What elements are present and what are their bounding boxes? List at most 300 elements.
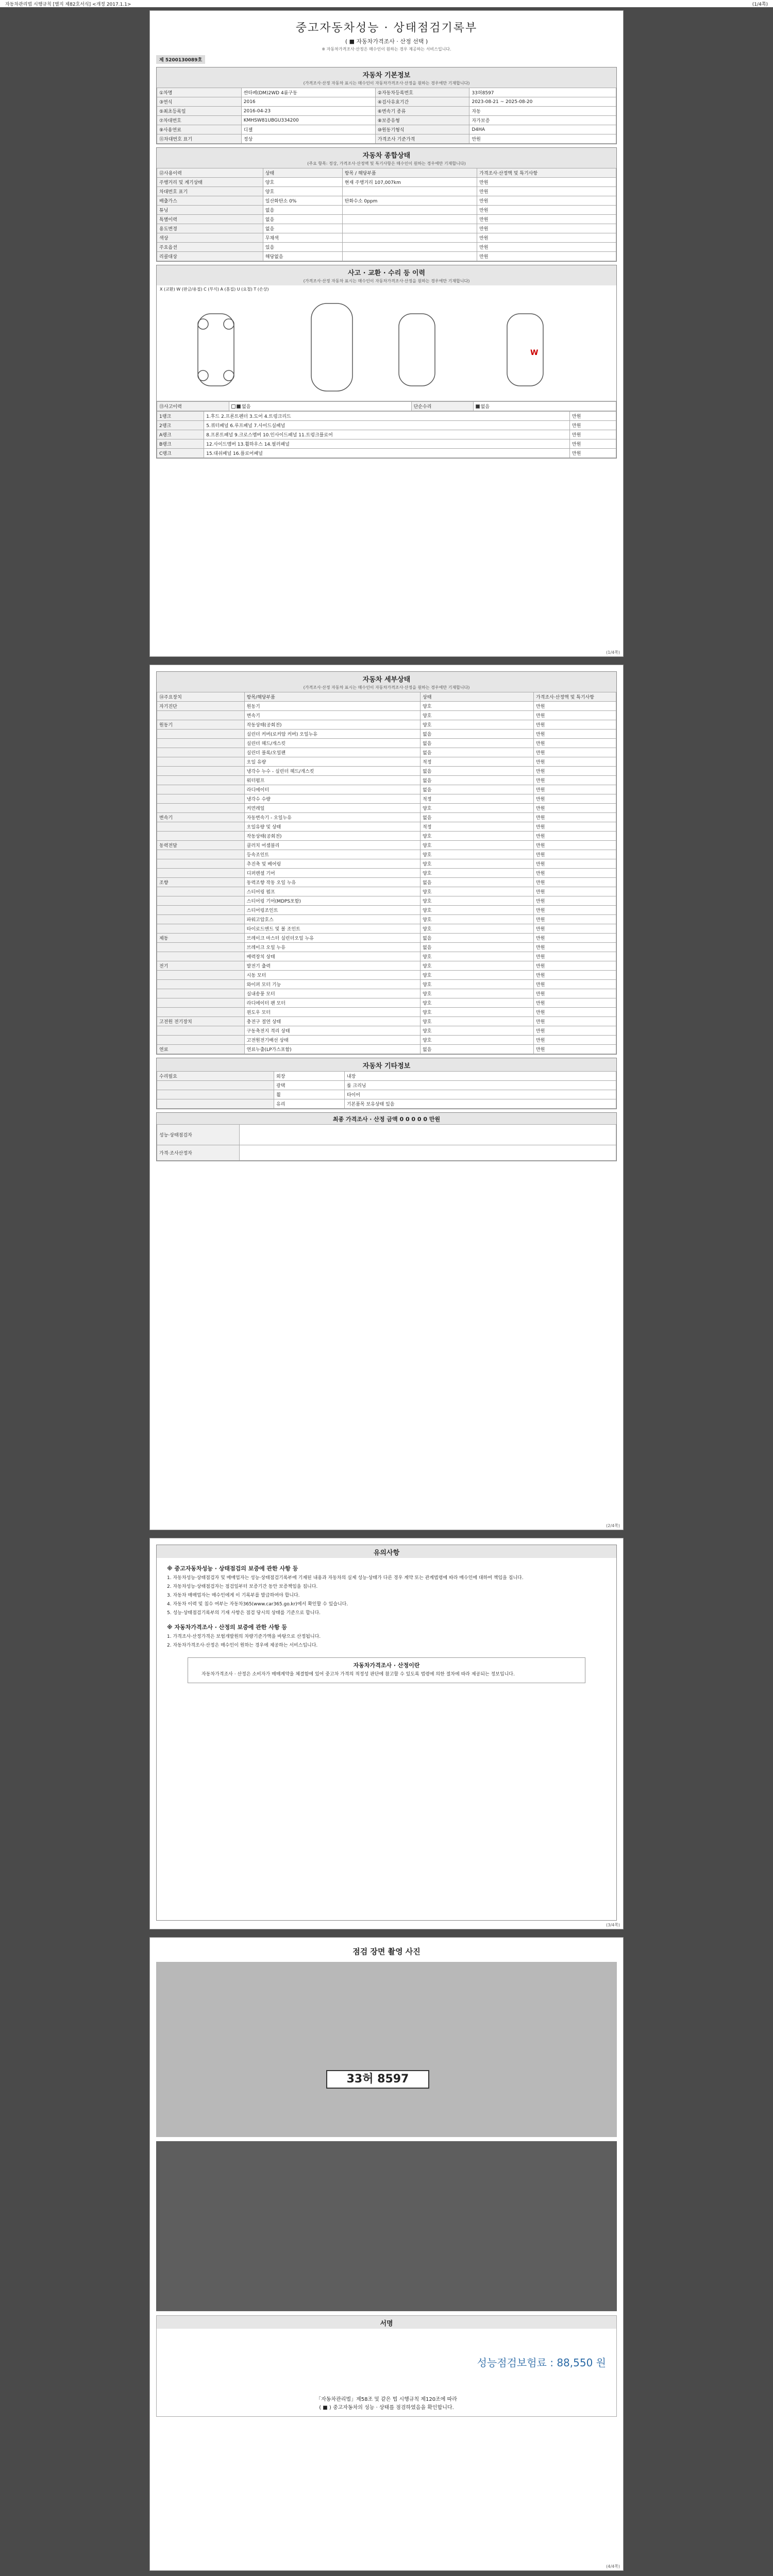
detail-status: 없음 [421,1045,534,1054]
other-info-cell: 광택 [274,1081,345,1090]
detail-section [156,671,617,1055]
detail-status: 양호 [421,887,534,896]
detail-row [157,906,616,915]
detail-device [157,711,245,720]
detail-part: 등속조인트 [244,850,420,859]
detail-price: 만원 [534,822,616,832]
detail-part: 스티어링조인트 [244,906,420,915]
basic-info-label: ④검사유효기간 [375,97,469,107]
detail-price: 만원 [534,1045,616,1054]
detail-row [157,1036,616,1045]
summary-row [157,252,616,261]
detail-part: 고전원전기배선 상태 [244,1036,420,1045]
detail-caption: (가격조사·산정 자동차 표시는 매수인이 자동차가격조사·산정을 원하는 경우에만 기재합니다) [157,685,616,692]
summary-row [157,215,616,224]
summary-row [157,243,616,252]
detail-device: 조향 [157,878,245,887]
detail-device [157,776,245,785]
page-4: 점검 장면 촬영 사진 33허 8597 서명 성능점검보험료 : 88,550 원 「자동차관리법」제58조 및 같은 법 시행규칙 제120조에 따라 ( ■ ) 중고자동차의 성능 · 상태를 점검하였음을 확인합니다. (4/4쪽) [149,1937,624,2571]
basic-info-row [157,97,616,107]
detail-row [157,1045,616,1054]
basic-info-value: 싼타페(DM)2WD 4륜구동 [241,88,375,97]
detail-part: 와이퍼 모터 기능 [244,980,420,989]
damage-rank-parts: 15.대쉬패널 16.플로어패널 [204,449,570,458]
detail-price: 만원 [534,998,616,1008]
summary-cell: 만원 [477,206,616,215]
detail-status: 양호 [421,711,534,720]
basic-info-value: 33허8597 [469,88,616,97]
detail-column-header: 상태 [421,692,534,702]
other-info-cell: 휠 [274,1090,345,1099]
detail-device [157,785,245,794]
summary-caption: (주요 항목: 정상, 가격조사·산정액 및 특기사항은 매수인이 원하는 경우에만 기재합니다) [157,161,616,168]
detail-price: 만원 [534,989,616,998]
basic-info-value: 만원 [469,134,616,144]
damage-rank-row [157,439,616,449]
detail-part: 윈도우 모터 [244,1008,420,1017]
summary-cell: 특별이력 [157,215,263,224]
basic-info-row [157,116,616,125]
basic-info-value: 2016 [241,97,375,107]
detail-status: 양호 [421,952,534,961]
summary-row [157,196,616,206]
summary-cell: 만원 [477,178,616,187]
damage-rank-parts: 1.후드 2.프론트펜더 3.도어 4.트렁크리드 [204,412,570,421]
notice-item: 3. 자동차 매매업자는 매수인에게 이 기록부를 발급하여야 합니다. [167,1593,300,1598]
detail-price: 만원 [534,794,616,804]
detail-part: 냉각수 수량 [244,794,420,804]
summary-cell: 무채색 [263,233,342,243]
detail-row [157,887,616,896]
detail-row [157,924,616,934]
detail-status: 양호 [421,989,534,998]
detail-status: 양호 [421,850,534,859]
other-info-table [157,1071,616,1109]
detail-price: 만원 [534,739,616,748]
basic-info-value: 2016-04-23 [241,107,375,116]
detail-status: 양호 [421,841,534,850]
summary-cell [342,243,477,252]
basic-info-value: KMHSW81UBGU334200 [241,116,375,125]
other-info-cell [157,1081,274,1090]
detail-device [157,1036,245,1045]
car-frame-outline [399,314,435,386]
basic-info-label: ②자동차등록번호 [375,88,469,97]
detail-status: 적정 [421,794,534,804]
detail-part: 자동변속기 - 오일누유 [244,813,420,822]
detail-part: 실린더 헤드/개스킷 [244,739,420,748]
final-price-section [156,1112,617,1161]
detail-part: 커먼레일 [244,804,420,813]
detail-part: 시동 모터 [244,971,420,980]
detail-status: 없음 [421,730,534,739]
detail-price: 만원 [534,720,616,730]
notice-item: 4. 자동차 이력 및 침수 여부는 자동차365(www.car365.go.kr)에서 확인할 수 있습니다. [167,1602,348,1607]
detail-price: 만원 [534,804,616,813]
other-info-row [157,1081,616,1090]
basic-info-caption: (가격조사·산정 자동차 표시는 매수인이 자동차가격조사·산정을 원하는 경우에만 기재합니다) [157,80,616,88]
detail-row [157,813,616,822]
detail-part: 브레이크 오일 누유 [244,943,420,952]
page-2: 자동차 세부상태 (가격조사·산정 자동차 표시는 매수인이 자동차가격조사·산정을 원하는 경우에만 기재합니다) ⑭주요장치 항목/해당부품 상태 가격조사·산정액 및 특기사항 자기진단 원동기 양호 만원 변속기 양호 만원 원동기 작동상태(공회전) 양호 만원 실린더 커버(로커암 커버) 오일누유 없음 만원 실린더 헤드/개스킷 없음 만원 실린더 블록/오일팬 없음 만원 오일 유량 적정 만원 냉각수 누수 - 실린더 헤드/개스킷 없음 만원 워터펌프 없음 만원 라디에이터 없음 만원 냉각수 수량 적정 만원 커먼레일 양호 만원 변속기 자동변속기 - 오일누유 없음 만원 오일유량 및 상태 적정 만원 작동상태(공회전) 양호 만원 동력전달 클러치 어셈블리 양호 만원 등속조인트 양호 만원 추진축 및 베어링 양호 만원 디퍼렌셜 기어 양호 만원 조향 동력조향 작동 오일 누유 없음 만원 스티어링 펌프 양호 만원 스티어링 기어(MDPS포함) 양호 만원 스티어링조인트 양호 만원 파워고압호스 양호 만원 타이로드엔드 및 볼 조인트 양호 만원 제동 브레이크 마스터 실린더오일 누유 없음 만원 브레이크 오일 누유 없음 만원 배력장치 상태 양호 만원 전기 발전기 출력 양호 만원 시동 모터 양호 만원 와이퍼 모터 기능 양호 만원 실내송풍 모터 양호 만원 라디에이터 팬 모터 양호 만원 윈도우 모터 양호 만원 고전원 전기장치 충전구 절연 상태 양호 만원 구동축전지 격리 상태 양호 만원 고전원전기배선 상태 양호 만원 연료 연료누출(LP가스포함) 없음 만원 자동차 기타정보 수리필요 외장 내장 광택 룸 크리닝 휠 타이어 유리 기본품목 보유상태 있음 최종 가격조사 · 산정 금액 0 0 0 0 0 만원 성능·상태점검자 가격·조사산정자 (2/4쪽) [149,665,624,1530]
price-explain-text: 자동차가격조사 · 산정은 소비자가 매매계약을 체결함에 있어 중고차 가격의 적정성 판단에 참고할 수 있도록 법령에 의한 절차에 따라 제공되는 정보입니다. [201,1672,515,1677]
detail-row [157,794,616,804]
summary-section [156,147,617,262]
detail-status: 양호 [421,971,534,980]
detail-status: 없음 [421,878,534,887]
basic-info-label: ③연식 [157,97,242,107]
detail-row [157,859,616,869]
summary-cell: 리콜대상 [157,252,263,261]
detail-part: 스티어링 펌프 [244,887,420,896]
accident-caption: (가격조사·산정 자동차 표시는 매수인이 자동차가격조사·산정을 원하는 경우에만 기재합니다) [157,278,616,285]
other-info-row [157,1090,616,1099]
photo-title: 점검 장면 촬영 사진 [156,1944,617,1958]
summary-column-header: 항목 / 해당부품 [342,168,477,178]
detail-part: 라디에이터 [244,785,420,794]
document-note: ※ 자동차가격조사·산정은 매수인이 원하는 경우 제공하는 서비스입니다. [322,47,451,52]
basic-info-row [157,134,616,144]
document-title: 중고자동차성능 · 상태점검기록부 [295,22,478,35]
summary-cell [342,224,477,233]
final-price-title: 최종 가격조사 · 산정 금액 [332,1116,398,1123]
detail-row [157,934,616,943]
detail-row [157,1008,616,1017]
detail-price: 만원 [534,887,616,896]
detail-row [157,961,616,971]
basic-info-label: ⑤최초등록일 [157,107,242,116]
detail-column-header: 가격조사·산정액 및 특기사항 [534,692,616,702]
detail-status: 양호 [421,896,534,906]
summary-cell: 양호 [263,187,342,196]
basic-info-label: ⑪차대번호 표기 [157,134,242,144]
detail-part: 연료누출(LP가스포함) [244,1045,420,1054]
detail-device [157,887,245,896]
page-number: (1/4쪽) [606,650,620,655]
detail-status: 양호 [421,961,534,971]
summary-cell: 양호 [263,178,342,187]
basic-info-section [156,67,617,144]
detail-status: 적정 [421,822,534,832]
detail-row [157,711,616,720]
detail-status: 없음 [421,739,534,748]
detail-price: 만원 [534,711,616,720]
signature-footnote-1: 「자동차관리법」제58조 및 같은 법 시행규칙 제120조에 따라 [316,2397,457,2402]
detail-device: 제동 [157,934,245,943]
detail-price: 만원 [534,748,616,757]
detail-part: 동력조향 작동 오일 누유 [244,878,420,887]
other-info-cell: 룸 크리닝 [344,1081,616,1090]
summary-cell: 주요옵션 [157,243,263,252]
damage-rank-price: 만원 [570,430,616,439]
car-outline-diagram [157,293,617,401]
detail-price: 만원 [534,767,616,776]
detail-part: 변속기 [244,711,420,720]
detail-device [157,757,245,767]
detail-price: 만원 [534,971,616,980]
detail-row [157,748,616,757]
summary-cell [342,233,477,243]
accident-history-label: ⑬사고이력 [157,402,229,411]
detail-part: 배력장치 상태 [244,952,420,961]
detail-status: 없음 [421,934,534,943]
basic-info-label: 가격조사 기준가격 [375,134,469,144]
basic-info-label: ⑥변속기 종류 [375,107,469,116]
other-info-cell [157,1090,274,1099]
detail-part: 라디에이터 팬 모터 [244,998,420,1008]
basic-info-value: 자동 [469,107,616,116]
damage-rank-parts: 5.쿼터패널 6.루프패널 7.사이드실패널 [204,421,570,430]
summary-cell: 튜닝 [157,206,263,215]
other-info-cell [157,1099,274,1109]
detail-price: 만원 [534,841,616,850]
detail-row [157,1017,616,1026]
car-left-side-outline [198,314,234,386]
detail-price: 만원 [534,776,616,785]
final-price-amount: 0 0 0 0 0 만원 [399,1116,441,1123]
summary-row [157,233,616,243]
basic-info-row [157,107,616,116]
license-plate: 33허 8597 [326,2070,429,2089]
notice-item: 5. 성능·상태점검기록부의 기재 사항은 점검 당시의 상태를 기준으로 합니다. [167,1611,321,1616]
detail-price: 만원 [534,1026,616,1036]
summary-column-header: 가격조사·산정액 및 특기사항 [477,168,616,178]
notice-item: 2. 자동차가격조사·산정은 매수인이 원하는 경우에 제공하는 서비스입니다. [167,1643,318,1648]
detail-status: 적정 [421,757,534,767]
detail-device [157,739,245,748]
notice-section [156,1545,617,1921]
detail-row [157,776,616,785]
detail-price: 만원 [534,730,616,739]
detail-price: 만원 [534,1008,616,1017]
detail-price: 만원 [534,832,616,841]
detail-device [157,915,245,924]
summary-cell: 만원 [477,224,616,233]
detail-device [157,896,245,906]
other-info-cell: 수리필요 [157,1072,274,1081]
other-info-cell: 외장 [274,1072,345,1081]
detail-device [157,730,245,739]
detail-row [157,702,616,711]
price-explain-title: 자동차가격조사 · 산정이란 [353,1662,420,1669]
detail-status: 양호 [421,924,534,934]
detail-status: 양호 [421,804,534,813]
other-info-title: 자동차 기타정보 [157,1058,616,1071]
detail-device [157,859,245,869]
document-subtitle: ( ■ 자동차가격조사 · 산정 선택 ) [345,38,428,45]
summary-cell: 없음 [263,224,342,233]
detail-device [157,980,245,989]
detail-status: 양호 [421,915,534,924]
detail-device [157,1008,245,1017]
detail-title: 자동차 세부상태 [157,672,616,685]
detail-device [157,971,245,980]
detail-part: 작동상태(공회전) [244,720,420,730]
basic-info-value: 정상 [241,134,375,144]
basic-info-table [157,88,616,144]
detail-row [157,943,616,952]
basic-info-title: 자동차 기본정보 [157,67,616,80]
detail-status: 없음 [421,813,534,822]
summary-cell: 배출가스 [157,196,263,206]
detail-row [157,989,616,998]
summary-cell: 주행거리 및 계기상태 [157,178,263,187]
detail-price: 만원 [534,906,616,915]
detail-device: 자기진단 [157,702,245,711]
detail-row [157,804,616,813]
detail-part: 냉각수 누수 - 실린더 헤드/개스킷 [244,767,420,776]
detail-row [157,952,616,961]
detail-price: 만원 [534,1017,616,1026]
detail-row [157,915,616,924]
detail-price: 만원 [534,896,616,906]
basic-info-label: ⑧보증유형 [375,116,469,125]
accident-title: 사고 · 교환 · 수리 등 이력 [157,265,616,278]
detail-row [157,896,616,906]
basic-info-label: ①차명 [157,88,242,97]
front-photo [156,1962,617,2137]
notice-item: 1. 가격조사·산정가격은 보험개발원의 차량기준가액을 바탕으로 산정됩니다. [167,1634,321,1639]
photo-section [156,1944,617,1958]
damage-rank-price: 만원 [570,439,616,449]
detail-row [157,720,616,730]
vehicle-damage-diagram [157,293,616,401]
detail-status: 양호 [421,1026,534,1036]
detail-part: 실린더 커버(로커암 커버) 오일누유 [244,730,420,739]
detail-price: 만원 [534,924,616,934]
detail-part: 추진축 및 베어링 [244,859,420,869]
simple-repair-value: 없음 [480,404,490,410]
detail-status: 양호 [421,998,534,1008]
detail-status: 양호 [421,859,534,869]
summary-cell: 만원 [477,243,616,252]
detail-row [157,822,616,832]
detail-price: 만원 [534,785,616,794]
detail-device [157,822,245,832]
damage-rank-row [157,449,616,458]
detail-status: 없음 [421,785,534,794]
detail-part: 오일 유량 [244,757,420,767]
simple-repair-label: 단순수리 [411,402,473,411]
document-number: 제 5200130089호 [156,55,205,64]
appraiser-label: 가격·조사산정자 [157,1145,240,1161]
accident-history-table [157,401,616,411]
detail-part: 실내송풍 모터 [244,989,420,998]
detail-device: 고전원 전기장치 [157,1017,245,1026]
summary-cell [342,206,477,215]
summary-row [157,178,616,187]
notice-heading-price: ※ 자동차가격조사 · 산정의 보증에 관한 사항 등 [167,1624,287,1631]
detail-status: 없음 [421,748,534,757]
detail-row [157,980,616,989]
notice-item: 1. 자동차성능·상태점검자 및 매매업자는 성능·상태점검기록부에 기재된 내용과 자동차의 실제 성능·상태가 다른 경우 계약 또는 관계법령에 따라 매수인에 대하여 책임을 집니다. [167,1575,524,1581]
page-1 [149,10,624,657]
summary-cell: 해당없음 [263,252,342,261]
detail-row [157,869,616,878]
detail-row [157,841,616,850]
detail-price: 만원 [534,961,616,971]
summary-cell: 현재 주행거리 107,007km [342,178,477,187]
signature-footnote-2: ( ■ ) 중고자동차의 성능 · 상태를 점검하였음을 확인합니다. [319,2405,454,2411]
basic-info-label: ⑦차대번호 [157,116,242,125]
detail-part: 스티어링 기어(MDPS포함) [244,896,420,906]
detail-price: 만원 [534,757,616,767]
detail-device [157,943,245,952]
summary-cell: 만원 [477,196,616,206]
insurance-fee-label: 성능점검보험료 [477,2357,547,2369]
detail-column-header: ⑭주요장치 [157,692,245,702]
detail-price: 만원 [534,980,616,989]
detail-price: 만원 [534,1036,616,1045]
car-top-outline [311,303,352,391]
detail-row [157,998,616,1008]
damage-rank-price: 만원 [570,421,616,430]
other-info-section [156,1058,617,1109]
detail-device [157,924,245,934]
detail-part: 발전기 출력 [244,961,420,971]
detail-status: 양호 [421,906,534,915]
summary-row [157,187,616,196]
detail-part: 디퍼렌셜 기어 [244,869,420,878]
summary-cell: 있음 [263,243,342,252]
summary-cell: 탄화수소 0ppm [342,196,477,206]
summary-cell: 만원 [477,187,616,196]
top-header-bar [0,0,773,7]
detail-price: 만원 [534,850,616,859]
damage-rank-parts: 8.프론트패널 9.크로스멤버 10.인사이드패널 11.트렁크플로어 [204,430,570,439]
detail-price: 만원 [534,934,616,943]
detail-part: 충전구 절연 상태 [244,1017,420,1026]
detail-row [157,1026,616,1036]
accident-section [156,265,617,459]
detail-part: 파워고압호스 [244,915,420,924]
summary-cell: 없음 [263,206,342,215]
weld-mark: W [530,349,539,357]
detail-price: 만원 [534,943,616,952]
detail-row [157,785,616,794]
detail-status: 양호 [421,1036,534,1045]
detail-row [157,757,616,767]
basic-info-value: 2023-08-21 ~ 2025-08-20 [469,97,616,107]
detail-price: 만원 [534,813,616,822]
damage-legend: X (교환) W (판금/용접) C (부식) A (흠집) U (요철) T (손상) [160,287,269,292]
summary-row [157,206,616,215]
detail-device [157,869,245,878]
page-3: 유의사항 ※ 중고자동차성능 · 상태점검의 보증에 관한 사항 등 1. 자동차성능·상태점검자 및 매매업자는 성능·상태점검기록부에 기재된 내용과 자동차의 실제 성능·상태가 다른 경우 계약 또는 관계법령에 따라 매수인에 대하여 책임을 집니다. 2. 자동차성능·상태점검자는 점검일부터 보증기간 동안 보증책임을 집니다. 3. 자동차 매매업자는 매수인에게 이 기록부를 발급하여야 합니다. 4. 자동차 이력 및 침수 여부는 자동차365(www.car365.go.kr)에서 확인할 수 있습니다. 5. 성능·상태점검기록부의 기재 사항은 점검 당시의 상태를 기준으로 합니다. ※ 자동차가격조사 · 산정의 보증에 관한 사항 등 1. 가격조사·산정가격은 보험개발원의 차량기준가액을 바탕으로 산정됩니다. 2. 자동차가격조사·산정은 매수인이 원하는 경우에 제공하는 서비스입니다. 자동차가격조사 · 산정이란 자동차가격조사 · 산정은 소비자가 매매계약을 체결함에 있어 중고차 가격의 적정성 판단에 참고할 수 있도록 법령에 의한 절차에 따라 제공되는 정보입니다. (3/4쪽) [149,1538,624,1929]
inspector-label: 성능·상태점검자 [157,1125,240,1145]
damage-rank-label: A랭크 [157,430,204,439]
summary-column-header: ⑫사용이력 [157,168,263,178]
detail-device [157,748,245,757]
detail-table [157,692,616,1054]
detail-part: 작동상태(공회전) [244,832,420,841]
detail-status: 양호 [421,980,534,989]
detail-part: 실린더 블록/오일팬 [244,748,420,757]
detail-price: 만원 [534,859,616,869]
other-info-cell: 내장 [344,1072,616,1081]
other-info-row [157,1099,616,1109]
detail-device [157,850,245,859]
detail-device [157,989,245,998]
detail-device [157,767,245,776]
detail-status: 양호 [421,720,534,730]
page-indicator: (1/4쪽) [752,2,768,7]
underbody-photo [156,2141,617,2311]
summary-column-header: 상태 [263,168,342,178]
summary-cell: 차대번호 표기 [157,187,263,196]
accident-history-value: 없음 [242,404,251,410]
detail-device: 전기 [157,961,245,971]
